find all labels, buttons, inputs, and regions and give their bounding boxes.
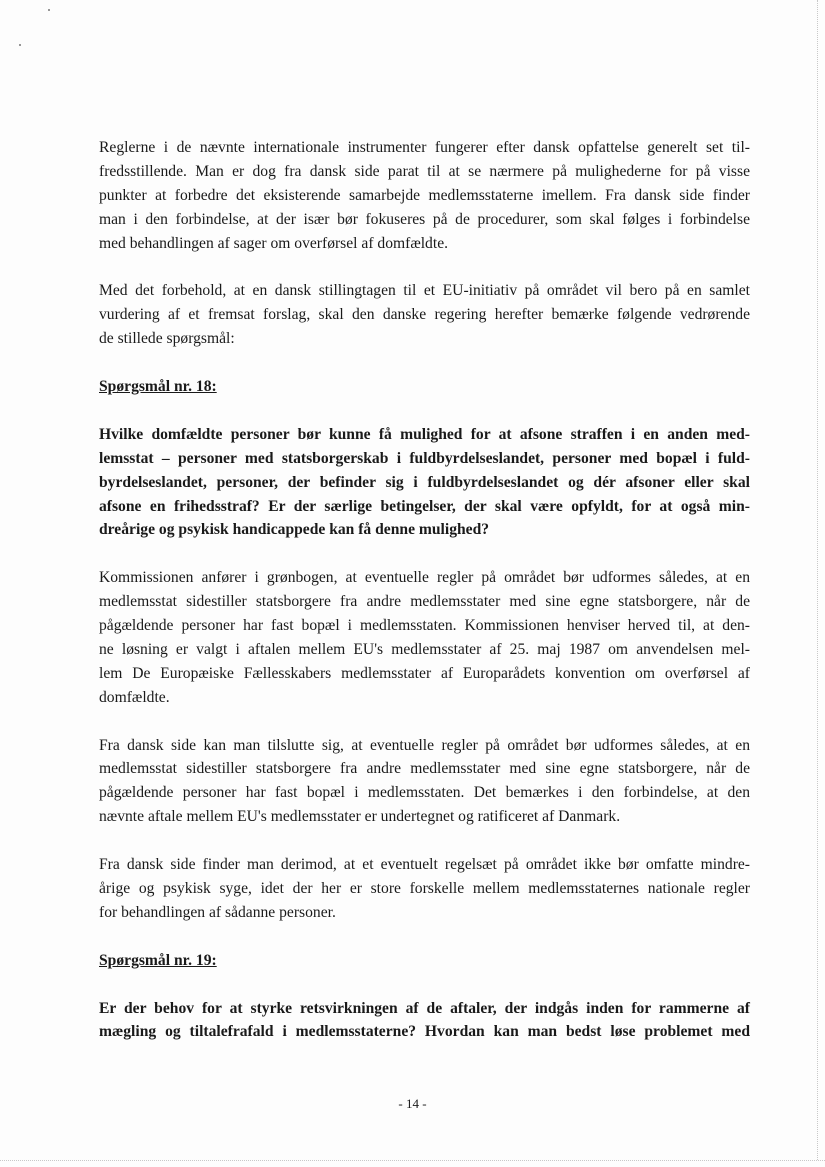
text-line: dreårige og psykisk handicappede kan få denne mulighed? bbox=[99, 521, 490, 539]
text-line: nævnte aftale mellem EU's medlemsstater er undertegnet og ratificeret af Danmark. bbox=[99, 808, 621, 826]
paragraph-5 bbox=[99, 853, 750, 925]
scan-speck bbox=[19, 44, 21, 46]
paragraph-gap bbox=[99, 399, 750, 423]
text-line: lemsstat – personer med statsborgerskab i fuldbyrdelseslandet, personer med bopæl i fuld- bbox=[99, 449, 750, 467]
scan-edge-right bbox=[817, 0, 819, 1160]
text-line: Er der behov for at styrke retsvirkningen af de aftaler, der indgås inden for rammerne af bbox=[99, 999, 750, 1017]
text-line: afsone en frihedsstraf? Er der særlige betingelser, der skal være opfyldt, for at også min- bbox=[99, 497, 750, 515]
question-19 bbox=[99, 997, 750, 1045]
paragraph-gap bbox=[99, 256, 750, 280]
text-line: Fra dansk side kan man tilslutte sig, at eventuelle regler på området bør udformes således, at en bbox=[99, 736, 750, 754]
paragraph-gap bbox=[99, 973, 750, 997]
text-line: punkter at forbedre det eksisterende samarbejde medlemsstaterne imellem. Fra dansk side finder bbox=[99, 186, 750, 204]
section-heading-18: Spørgsmål nr. 18: bbox=[99, 378, 217, 396]
scan-edge-bottom bbox=[0, 1160, 825, 1162]
paragraph-1 bbox=[99, 136, 750, 256]
text-line: fredsstillende. Man er dog fra dansk side parat til at se nærmere på mulighederne for på visse bbox=[99, 162, 750, 180]
text-line: medlemsstat sidestiller statsborgere fra andre medlemsstater med sine egne statsborgere, når de bbox=[99, 760, 750, 778]
text-line: Fra dansk side finder man derimod, at et eventuelt regelsæt på området ikke bør omfatte mindre- bbox=[99, 856, 750, 874]
document-body bbox=[99, 136, 750, 1044]
scan-speck bbox=[48, 9, 50, 11]
text-line: Hvilke domfældte personer bør kunne få mulighed for at afsone straffen i en anden med- bbox=[99, 425, 750, 443]
section-heading-19: Spørgsmål nr. 19: bbox=[99, 951, 217, 969]
paragraph-4 bbox=[99, 734, 750, 830]
text-line: pågældende personer har fast bopæl i medlemsstaten. Kommissionen henviser herved til, at den- bbox=[99, 617, 750, 635]
text-line: medlemsstat sidestiller statsborgere fra andre medlemsstater med sine egne statsborgere, når de bbox=[99, 593, 750, 611]
text-line: for behandlingen af sådanne personer. bbox=[99, 903, 336, 921]
text-line: pågældende personer har fast bopæl i medlemsstaten. Det bemærkes i den forbindelse, at den bbox=[99, 784, 750, 802]
text-line: Reglerne i de nævnte internationale instrumenter fungerer efter dansk opfattelse generelt set til- bbox=[99, 139, 750, 156]
question-18 bbox=[99, 423, 750, 543]
paragraph-gap bbox=[99, 829, 750, 853]
text-line: Med det forbehold, at en dansk stillingtagen til et EU-initiativ på området vil bero på en samlet bbox=[99, 282, 750, 300]
text-line: mægling og tiltalefrafald i medlemsstaterne? Hvordan kan man bedst løse problemet med bbox=[99, 1023, 750, 1041]
paragraph-gap bbox=[99, 351, 750, 375]
text-line: man i den forbindelse, at der især bør fokuseres på de procedurer, som skal følges i forbindelse bbox=[99, 210, 750, 228]
paragraph-3 bbox=[99, 566, 750, 709]
text-line: domfældte. bbox=[99, 688, 170, 706]
text-line: byrdelseslandet, personer, der befinder sig i fuldbyrdelseslandet og dér afsoner eller skal bbox=[99, 473, 750, 491]
paragraph-gap bbox=[99, 710, 750, 734]
paragraph-2 bbox=[99, 279, 750, 351]
paragraph-gap bbox=[99, 925, 750, 949]
text-line: de stillede spørgsmål: bbox=[99, 330, 235, 348]
text-line: med behandlingen af sager om overførsel af domfældte. bbox=[99, 234, 449, 252]
text-line: Kommissionen anfører i grønbogen, at eventuelle regler på området bør udformes således, at en bbox=[99, 569, 750, 587]
text-line: vurdering af et fremsat forslag, skal den danske regering herefter bemærke følgende vedrørende bbox=[99, 306, 750, 324]
text-line: ne løsning er valgt i aftalen mellem EU's medlemsstater af 25. maj 1987 om anvendelsen mel- bbox=[99, 640, 750, 658]
text-line: årige og psykisk syge, idet der her er store forskelle mellem medlemsstaternes nationale regler bbox=[99, 880, 750, 897]
text-line: lem De Europæiske Fællesskabers medlemsstater af Europarådets konvention om overførsel af bbox=[99, 664, 750, 682]
page-number: - 14 - bbox=[398, 1096, 427, 1111]
paragraph-gap bbox=[99, 542, 750, 566]
